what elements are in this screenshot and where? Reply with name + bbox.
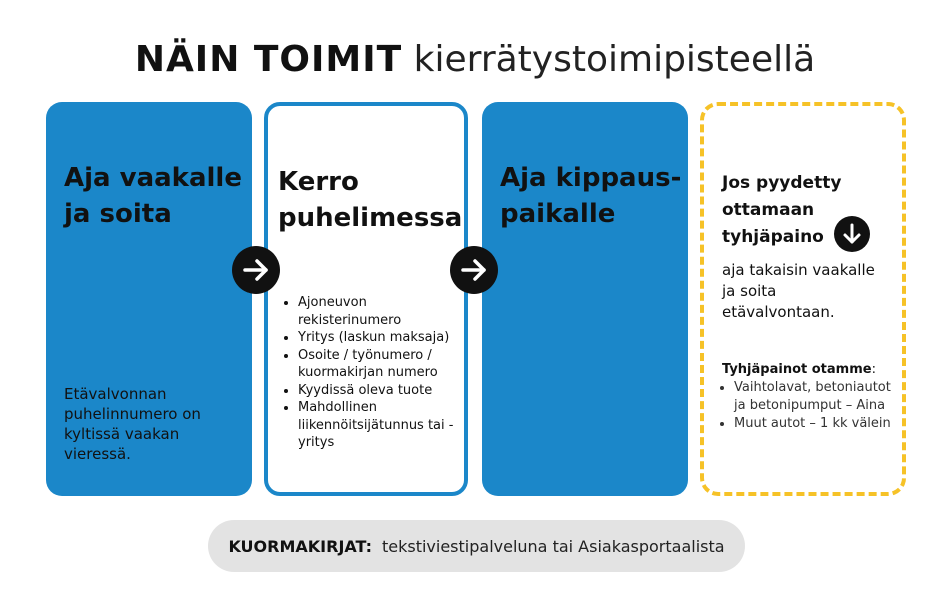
step-card-3 (482, 102, 688, 496)
step-1-note-line-3: kyltissä vaakan (64, 425, 180, 443)
list-item: • Osoite / työnumero / kuormakirjan numero (298, 347, 468, 382)
step-2-heading-line-1: Kerro (278, 167, 359, 197)
step-2-list (282, 294, 468, 452)
step-card-2 (264, 102, 468, 496)
arrow-right-circle-icon (450, 246, 498, 294)
list-item: • Mahdollinen liikennöitsijätunnus tai -yritys (298, 399, 468, 452)
step-1-note-line-1: Etävalvonnan (64, 385, 167, 403)
step-3-heading-line-1: Aja kippaus- (500, 163, 682, 193)
step-1-heading (64, 160, 242, 232)
arrow-right-circle-icon (232, 246, 280, 294)
tare-title-colon: : (871, 362, 876, 377)
optional-step-card (700, 102, 906, 496)
footer-text: tekstiviestipalveluna tai Asiakasportaalista (381, 536, 725, 556)
step-4-heading-line-1: Jos pyydetty (722, 173, 842, 193)
step-4-heading (722, 170, 841, 251)
step-3-heading-line-2: paikalle (500, 199, 616, 229)
title-light: kierrätystoimipisteellä (413, 39, 816, 80)
tare-list (722, 379, 899, 433)
step-4-heading-line-3: tyhjäpaino (722, 227, 824, 247)
step-1-heading-line-2: ja soita (64, 199, 172, 229)
footer-label: KUORMAKIRJAT: (228, 536, 372, 556)
footer-note (208, 520, 745, 572)
list-item: • Muut autot – 1 kk välein (734, 415, 899, 433)
step-1-note (64, 384, 201, 464)
step-1-heading-line-1: Aja vaakalle (64, 163, 242, 193)
list-item: • Ajoneuvon rekisterinumero (298, 294, 468, 329)
step-4-instruction-line-1: aja takaisin vaakalle (722, 261, 875, 279)
step-4-instruction (722, 260, 875, 323)
step-3-heading (500, 160, 681, 232)
title-bold: NÄIN TOIMIT (134, 39, 403, 80)
list-item: • Vaihtolavat, betoniautot ja betonipumput – Aina (734, 379, 899, 415)
step-1-note-line-2: puhelinnumero on (64, 405, 201, 423)
page-title (0, 36, 950, 84)
step-card-1 (46, 102, 252, 496)
step-4-heading-line-2: ottamaan (722, 200, 815, 220)
list-item: • Yritys (laskun maksaja) (298, 329, 468, 347)
tare-title (722, 362, 876, 377)
step-1-note-line-4: vieressä. (64, 445, 131, 463)
step-2-heading-line-2: puhelimessa (278, 203, 463, 233)
arrow-down-circle-icon (834, 216, 870, 252)
list-item: • Kyydissä oleva tuote (298, 382, 468, 400)
step-4-instruction-line-3: etävalvontaan. (722, 303, 835, 321)
step-4-instruction-line-2: ja soita (722, 282, 777, 300)
tare-title-text: Tyhjäpainot otamme (722, 362, 872, 377)
step-2-heading (278, 164, 462, 236)
